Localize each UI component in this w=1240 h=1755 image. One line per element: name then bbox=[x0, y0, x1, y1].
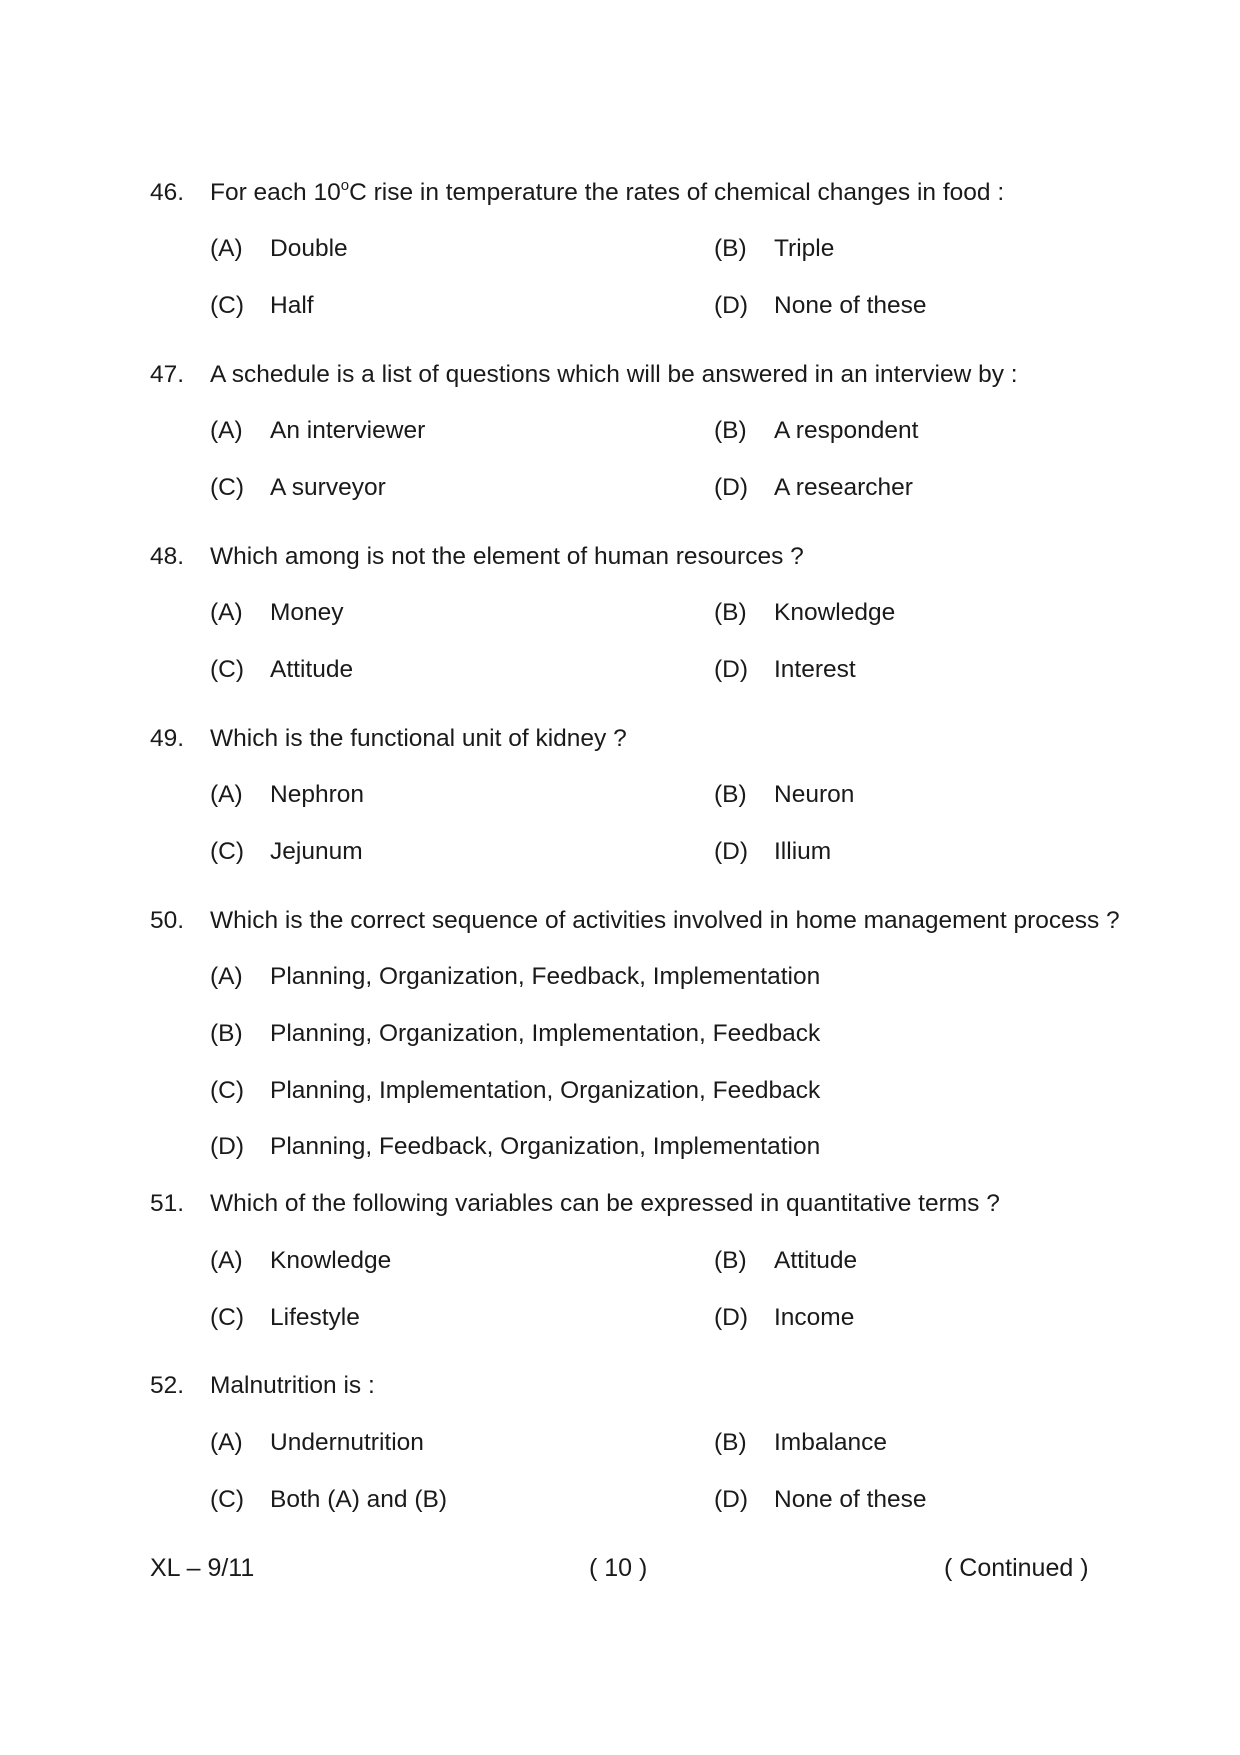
option-label: (C) bbox=[210, 292, 245, 319]
option-label: (C) bbox=[210, 838, 245, 865]
question-text: Which among is not the element of human resources ? bbox=[210, 543, 804, 570]
question-text: Malnutrition is : bbox=[210, 1372, 375, 1399]
option-label: (D) bbox=[714, 838, 749, 865]
option-label: (A) bbox=[210, 1247, 243, 1274]
option-text: Lifestyle bbox=[270, 1304, 360, 1331]
option-text: Planning, Feedback, Organization, Implementation bbox=[270, 1133, 821, 1160]
question-number: 48. bbox=[150, 543, 185, 570]
option-label: (B) bbox=[714, 1247, 747, 1274]
question-number: 52. bbox=[150, 1372, 185, 1399]
question-text: A schedule is a list of questions which will be answered in an interview by : bbox=[210, 361, 1018, 388]
option-text: A surveyor bbox=[270, 474, 386, 501]
option-label: (A) bbox=[210, 235, 243, 262]
option-text: None of these bbox=[774, 1486, 927, 1513]
option-text: An interviewer bbox=[270, 417, 426, 444]
option-label: (D) bbox=[210, 1133, 245, 1160]
option-text: Knowledge bbox=[774, 599, 896, 626]
option-label: (A) bbox=[210, 963, 243, 990]
question-number: 47. bbox=[150, 361, 185, 388]
option-label: (B) bbox=[714, 781, 747, 808]
option-label: (C) bbox=[210, 656, 245, 683]
footer-code: XL – 9/11 bbox=[150, 1554, 255, 1582]
question-text: Which is the correct sequence of activities involved in home management process ? bbox=[210, 907, 1120, 934]
option-text: Attitude bbox=[774, 1247, 858, 1274]
option-label: (D) bbox=[714, 656, 749, 683]
option-text: Nephron bbox=[270, 781, 364, 808]
option-label: (B) bbox=[714, 599, 747, 626]
option-text: A researcher bbox=[774, 474, 913, 501]
option-text: A respondent bbox=[774, 417, 919, 444]
question-number: 50. bbox=[150, 907, 185, 934]
option-text: Both (A) and (B) bbox=[270, 1486, 448, 1513]
option-label: (D) bbox=[714, 1486, 749, 1513]
option-label: (B) bbox=[210, 1020, 243, 1047]
option-text: Interest bbox=[774, 656, 856, 683]
option-text: Double bbox=[270, 235, 348, 262]
question-text-part: C rise in temperature the rates of chemical changes in food : bbox=[349, 179, 1005, 206]
option-label: (B) bbox=[714, 1429, 747, 1456]
option-text: Illium bbox=[774, 838, 832, 865]
option-label: (C) bbox=[210, 1304, 245, 1331]
option-text: Knowledge bbox=[270, 1247, 392, 1274]
option-label: (A) bbox=[210, 599, 243, 626]
option-label: (D) bbox=[714, 292, 749, 319]
option-label: (A) bbox=[210, 1429, 243, 1456]
option-label: (C) bbox=[210, 1077, 245, 1104]
footer-page-number: ( 10 ) bbox=[589, 1554, 648, 1582]
option-text: Neuron bbox=[774, 781, 855, 808]
option-text: Planning, Organization, Implementation, Feedback bbox=[270, 1020, 821, 1047]
option-text: Imbalance bbox=[774, 1429, 888, 1456]
question-number: 49. bbox=[150, 725, 185, 752]
option-text: Jejunum bbox=[270, 838, 363, 865]
option-text: Half bbox=[270, 292, 314, 319]
option-text: Income bbox=[774, 1304, 855, 1331]
option-label: (B) bbox=[714, 235, 747, 262]
option-text: Triple bbox=[774, 235, 835, 262]
option-text: Attitude bbox=[270, 656, 354, 683]
degree-superscript: o bbox=[340, 177, 350, 194]
question-text bbox=[210, 179, 1004, 207]
option-label: (D) bbox=[714, 474, 749, 501]
option-label: (D) bbox=[714, 1304, 749, 1331]
option-text: Money bbox=[270, 599, 344, 626]
option-label: (A) bbox=[210, 781, 243, 808]
footer-continued: ( Continued ) bbox=[944, 1554, 1089, 1582]
option-text: Planning, Organization, Feedback, Implementation bbox=[270, 963, 821, 990]
question-text: Which is the functional unit of kidney ? bbox=[210, 725, 627, 752]
question-number: 51. bbox=[150, 1190, 185, 1217]
question-text: Which of the following variables can be expressed in quantitative terms ? bbox=[210, 1190, 1000, 1217]
option-label: (C) bbox=[210, 474, 245, 501]
option-label: (B) bbox=[714, 417, 747, 444]
question-text-part: For each 10 bbox=[210, 179, 341, 206]
option-label: (C) bbox=[210, 1486, 245, 1513]
option-label: (A) bbox=[210, 417, 243, 444]
option-text: Planning, Implementation, Organization, Feedback bbox=[270, 1077, 821, 1104]
option-text: None of these bbox=[774, 292, 927, 319]
question-number: 46. bbox=[150, 179, 185, 206]
option-text: Undernutrition bbox=[270, 1429, 424, 1456]
